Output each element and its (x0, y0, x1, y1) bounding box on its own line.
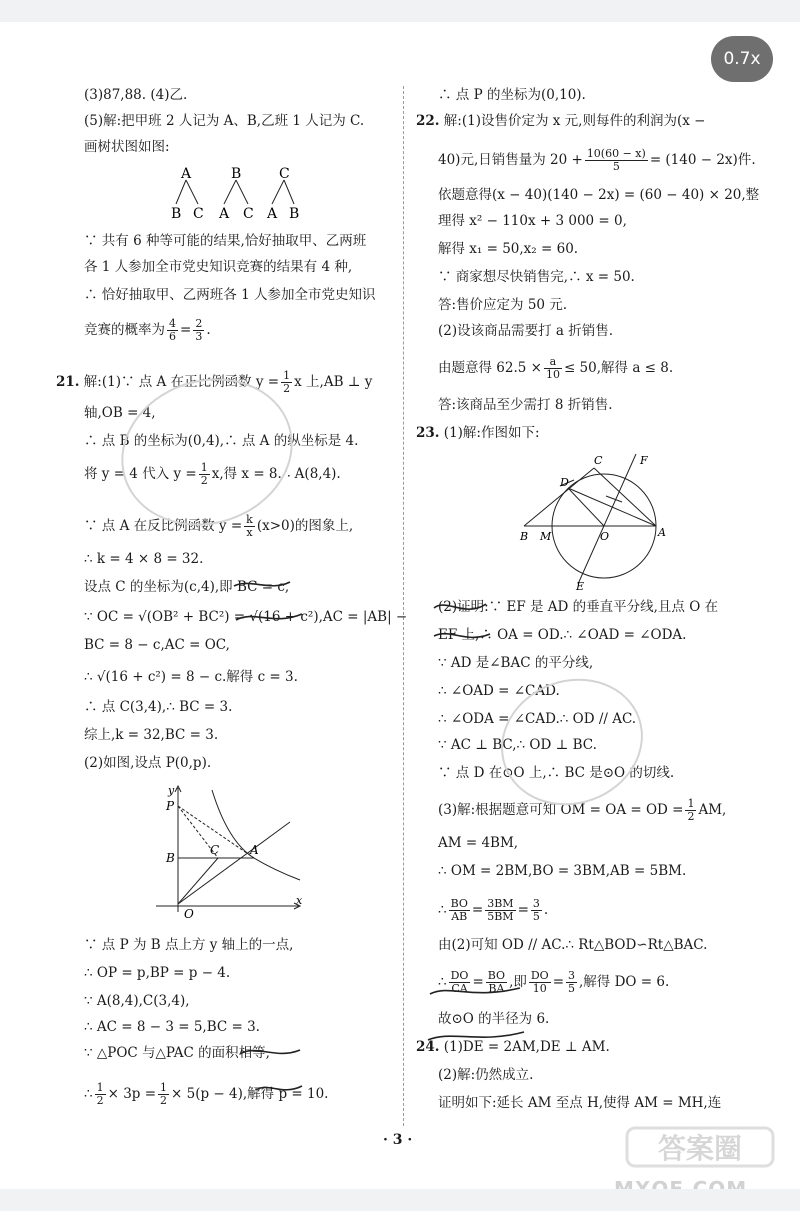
answer-line: 综上,k = 32,BC = 3. (84, 727, 219, 743)
answer-line: (5)解:把甲班 2 人记为 A、B,乙班 1 人记为 C. (84, 113, 365, 129)
answer-line: ∴ $\frac{DO}{CA}$ = $\frac{BO}{BA}$ ,即 $\frac{DO}{10}$ = $\frac{3}{5}$ ,解得 DO = 6. (438, 969, 670, 995)
answer-line: 解得 x₁ = 50,x₂ = 60. (438, 241, 579, 257)
point-label: B (166, 851, 175, 865)
tree-diagram (168, 166, 308, 224)
answer-line: 竞赛的概率为 $\frac{4}{6}$ = $\frac{2}{3}$ . (84, 317, 211, 343)
axis-label: x (296, 894, 303, 907)
answer-line: (3)解:根据题意可知 OM = OA = OD = $\frac{1}{2}$ AM, (438, 797, 727, 823)
point-label: O (600, 530, 610, 543)
fraction: $\frac{1}{2}$ (160, 1081, 168, 1107)
handwritten-scribble (420, 966, 530, 1046)
answer-line: 由题意得 62.5 × $\frac{a}{10}$ ≤ 50,解得 a ≤ 8. (438, 355, 674, 381)
fraction: $\frac{BO}{BA}$ (487, 969, 506, 995)
fraction: $\frac{DO}{CA}$ (450, 969, 469, 995)
answer-line: 将 y = 4 代入 y = $\frac{1}{2}$ x,得 x = 8.∴ A(8,4). (84, 461, 341, 487)
fraction: $\frac{1}{2}$ (283, 369, 291, 395)
svg-text:答案圈: 答案圈 (657, 1132, 743, 1165)
answer-line: ∵ AD 是∠BAC 的平分线, (438, 655, 594, 671)
point-label: E (576, 580, 585, 592)
tree-top-label: C (279, 166, 290, 182)
answer-line: ∴ 点 B 的坐标为(0,4),∴ 点 A 的纵坐标是 4. (84, 433, 359, 449)
answer-line: ∵ A(8,4),C(3,4), (84, 993, 190, 1009)
answer-line: ∵ 点 D 在⊙O 上,∴ BC 是⊙O 的切线. (438, 765, 675, 781)
answer-line: EF 上,∴ OA = OD.∴ ∠OAD = ∠ODA. (438, 627, 687, 643)
answer-line: ∵ 点 P 为 B 点上方 y 轴上的一点, (84, 937, 294, 953)
answer-line: 轴,OB = 4, (84, 405, 156, 421)
fraction: $\frac{1}{2}$ (687, 797, 695, 823)
answer-line: 设点 C 的坐标为(c,4),即 BC = c, (84, 579, 290, 595)
answer-line: ∴ AC = 8 − 3 = 5,BC = 3. (84, 1019, 260, 1035)
answer-line: ∵ OC = √(OB² + BC²) = √(16 + c²),AC = |AB| − (84, 609, 408, 625)
question-22: 22. 解:(1)设售价定为 x 元,则每件的利润为(x − (416, 113, 706, 129)
fraction: $\frac{1}{2}$ (200, 461, 208, 487)
top-bar (0, 0, 800, 22)
point-label: C (210, 843, 220, 857)
question-number: 23. (416, 425, 440, 441)
tree-top-label: B (231, 166, 242, 182)
answer-line: (2)如图,设点 P(0,p). (84, 755, 212, 771)
axis-label: y (168, 784, 175, 797)
answer-line: 故⊙O 的半径为 6. (438, 1011, 550, 1027)
playback-speed-badge[interactable]: 0.7x (711, 36, 773, 82)
fraction: $\frac{k}{x}$ (246, 513, 253, 539)
answer-line: 40)元,日销售量为 20 + $\frac{10(60 - x)}{5}$ = (140 − 2x)件. (438, 147, 756, 173)
answer-line: ∴ $\frac{BO}{AB}$ = $\frac{3BM}{5BM}$ = $\frac{3}{5}$ . (438, 897, 549, 923)
point-label: P (166, 799, 175, 813)
question-23: 23. (1)解:作图如下: (416, 425, 540, 441)
fraction: $\frac{BO}{AB}$ (450, 897, 468, 923)
question-24: 24. (1)DE = 2AM,DE ⊥ AM. (416, 1039, 610, 1055)
answer-line: 证明如下:延长 AM 至点 H,使得 AM = MH,连 (438, 1095, 722, 1111)
tree-leaf-label: A (267, 206, 278, 222)
answer-line: ∴ OP = p,BP = p − 4. (84, 965, 231, 981)
handwritten-scribble (236, 1040, 306, 1110)
answer-line: ∵ 商家想尽快销售完,∴ x = 50. (438, 269, 635, 285)
answer-line: ∴ 点 P 的坐标为(0,10). (438, 87, 586, 103)
handwritten-scribble (430, 596, 510, 656)
answer-line: ∵ 共有 6 种等可能的结果,恰好抽取甲、乙两班 (84, 233, 367, 249)
fraction: $\frac{10(60 - x)}{5}$ (586, 147, 646, 173)
answer-line: AM = 4BM, (438, 835, 519, 851)
answer-line: ∵ 点 A 在反比例函数 y = $\frac{k}{x}$ (x>0)的图象上, (84, 513, 354, 539)
answer-line: BC = 8 − c,AC = OC, (84, 637, 230, 653)
question-number: 24. (416, 1039, 440, 1055)
fraction: $\frac{3}{5}$ (532, 897, 540, 923)
fraction: $\frac{4}{6}$ (169, 317, 176, 343)
answer-line: ∴ 恰好抽取甲、乙两班各 1 人参加全市党史知识 (84, 287, 376, 303)
answer-line: 理得 x² − 110x + 3 000 = 0, (438, 213, 627, 229)
answer-line: ∴ ∠ODA = ∠CAD.∴ OD // AC. (438, 711, 637, 727)
fraction: $\frac{DO}{10}$ (530, 969, 549, 995)
column-divider (403, 86, 404, 1126)
bottom-bar (0, 1189, 800, 1211)
answer-line: ∵ △POC 与△PAC 的面积相等, (84, 1045, 270, 1061)
tree-leaf-label: A (219, 206, 230, 222)
answer-line: ∴ 点 C(3,4),∴ BC = 3. (84, 699, 233, 715)
answer-line: (2)设该商品需要打 a 折销售. (438, 323, 614, 339)
fraction: $\frac{2}{3}$ (195, 317, 203, 343)
answer-line: ∴ OM = 2BM,BO = 3BM,AB = 5BM. (438, 863, 687, 879)
tree-leaf-label: B (289, 206, 300, 222)
tree-top-label: A (181, 166, 192, 182)
answer-line: 依题意得(x − 40)(140 − 2x) = (60 − 40) × 20,整 (438, 187, 760, 203)
point-label: B (520, 530, 529, 543)
point-label: A (658, 526, 666, 539)
point-label: F (640, 454, 648, 467)
watermark-logo (625, 1124, 775, 1170)
point-label: A (250, 843, 259, 857)
answer-line: 各 1 人参加全市党史知识竞赛的结果有 4 种, (84, 259, 353, 275)
answer-line: 由(2)可知 OD // AC.∴ Rt△BOD∽Rt△BAC. (438, 937, 708, 953)
answer-line: ∴ k = 4 × 8 = 32. (84, 551, 204, 567)
point-label: O (184, 907, 194, 920)
question-number: 22. (416, 113, 440, 129)
answer-line: ∵ AC ⊥ BC,∴ OD ⊥ BC. (438, 737, 597, 753)
fraction: $\frac{3BM}{5BM}$ (487, 897, 514, 923)
question-21: 21. 解:(1)∵ 点 A 在正比例函数 y = $\frac{1}{2}$ x 上,AB ⊥ y (56, 369, 373, 395)
answer-line: ∴ √(16 + c²) = 8 − c.解得 c = 3. (84, 669, 298, 685)
answer-line: ∴ ∠OAD = ∠CAD. (438, 683, 560, 699)
geometry-figure-23 (514, 446, 674, 596)
answer-line: 画树状图如图: (84, 139, 170, 155)
answer-line: 答:售价应定为 50 元. (438, 297, 568, 313)
handwritten-scribble (230, 574, 310, 634)
tree-leaf-label: C (243, 206, 254, 222)
answer-line: ∴ $\frac{1}{2}$ × 3p = $\frac{1}{2}$ × 5(p − 4),解得 p = 10. (84, 1081, 329, 1107)
question-number: 21. (56, 374, 80, 390)
fraction: $\frac{3}{5}$ (568, 969, 576, 995)
point-label: D (560, 476, 569, 489)
answer-line: (2)证明:∵ EF 是 AD 的垂直平分线,且点 O 在 (438, 599, 719, 615)
point-label: C (594, 454, 603, 467)
answer-line: 答:该商品至少需打 8 折销售. (438, 397, 613, 413)
fraction: $\frac{1}{2}$ (96, 1081, 104, 1107)
point-label: M (540, 530, 552, 543)
tree-leaf-label: B (171, 206, 182, 222)
page-number: · 3 · (383, 1132, 413, 1148)
tree-leaf-label: C (193, 206, 204, 222)
fraction: $\frac{a}{10}$ (545, 355, 560, 381)
answer-line: (3)87,88. (4)乙. (84, 87, 188, 103)
answer-line: (2)解:仍然成立. (438, 1067, 534, 1083)
coordinate-figure-21 (150, 780, 310, 924)
